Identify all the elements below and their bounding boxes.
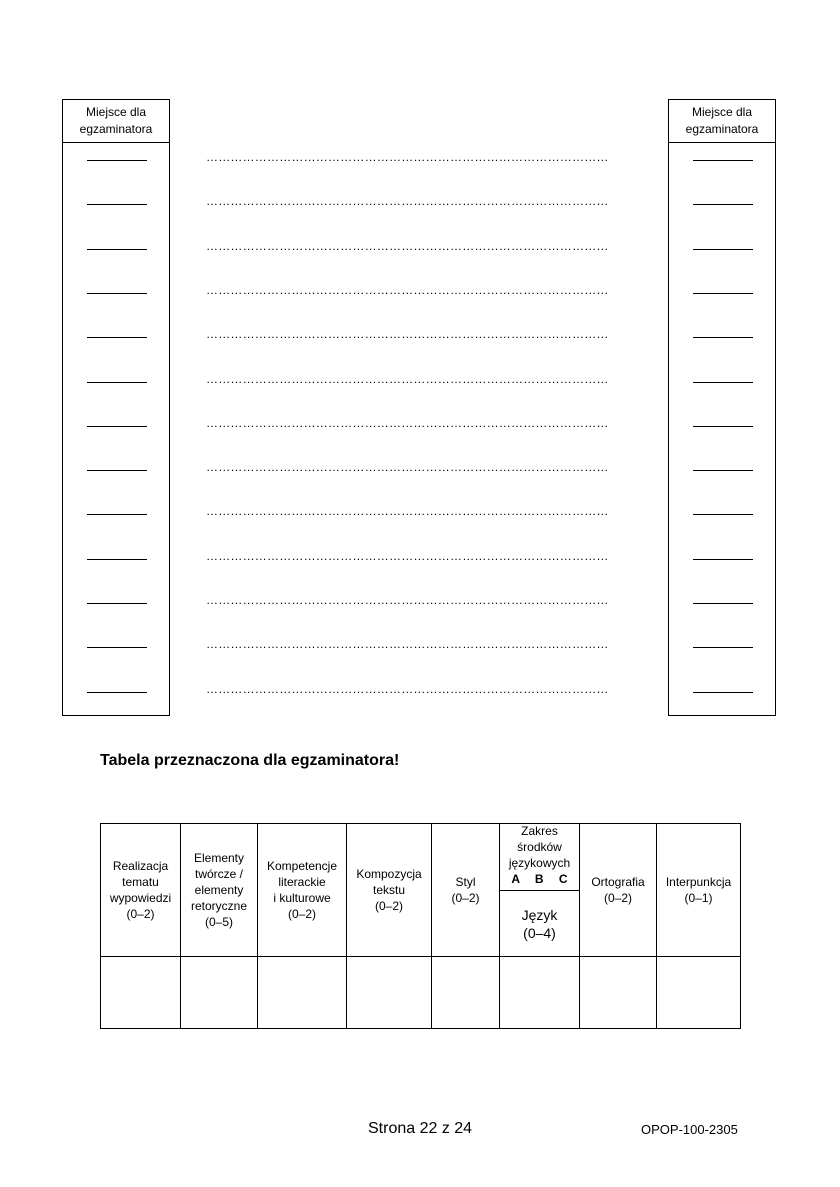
examiner-label-left: Miejsce dla egzaminatora xyxy=(79,105,153,136)
score-line-right[interactable] xyxy=(693,293,753,294)
score-line-left[interactable] xyxy=(87,204,147,205)
answer-line[interactable]: ……………………………………………………………………………………… xyxy=(206,327,609,342)
score-cell-interpunkcja[interactable] xyxy=(657,957,741,1029)
examiner-box-left-label xyxy=(63,100,169,143)
score-line-right[interactable] xyxy=(693,470,753,471)
examiner-box-left xyxy=(62,99,170,716)
score-cell-elementy[interactable] xyxy=(181,957,258,1029)
score-line-right[interactable] xyxy=(693,426,753,427)
score-line-right[interactable] xyxy=(693,559,753,560)
examiner-box-right xyxy=(668,99,776,716)
answer-line[interactable]: ……………………………………………………………………………………… xyxy=(206,460,609,475)
examiner-score-table xyxy=(100,823,741,1029)
score-line-left[interactable] xyxy=(87,603,147,604)
score-line-left[interactable] xyxy=(87,647,147,648)
score-line-right[interactable] xyxy=(693,249,753,250)
answer-line[interactable]: ……………………………………………………………………………………… xyxy=(206,415,609,430)
col-realizacja: Realizacja tematu wypowiedzi (0–2) xyxy=(101,824,181,957)
answer-line[interactable]: ……………………………………………………………………………………… xyxy=(206,593,609,607)
document-code: OPOP-100-2305 xyxy=(641,1122,738,1137)
answer-line[interactable]: ……………………………………………………………………………………… xyxy=(206,238,609,253)
col-interpunkcja: Interpunkcja (0–1) xyxy=(657,824,741,957)
col-elementy: Elementy twórcze / elementy retoryczne (0–5) xyxy=(181,824,258,957)
score-line-right[interactable] xyxy=(693,204,753,205)
score-cell-realizacja[interactable] xyxy=(101,957,181,1029)
score-cell-ortografia[interactable] xyxy=(580,957,657,1029)
score-line-right[interactable] xyxy=(693,160,753,161)
score-line-left[interactable] xyxy=(87,249,147,250)
score-line-left[interactable] xyxy=(87,337,147,338)
score-line-right[interactable] xyxy=(693,692,753,693)
score-line-left[interactable] xyxy=(87,160,147,161)
col-zakres xyxy=(500,824,580,957)
score-line-left[interactable] xyxy=(87,470,147,471)
zakres-label: Zakres środków językowych xyxy=(508,824,571,870)
col-kompetencje: Kompetencje literackie i kulturowe (0–2) xyxy=(258,824,347,957)
score-cell-styl[interactable] xyxy=(432,957,500,1029)
score-line-right[interactable] xyxy=(693,647,753,648)
col-kompozycja: Kompozycja tekstu (0–2) xyxy=(347,824,432,957)
score-line-left[interactable] xyxy=(87,382,147,383)
page-number: Strona 22 z 24 xyxy=(368,1120,473,1137)
answer-line[interactable]: ……………………………………………………………………………………… xyxy=(206,504,609,519)
score-cell-kompetencje[interactable] xyxy=(258,957,347,1029)
score-line-right[interactable] xyxy=(693,514,753,515)
score-cell-jezyk[interactable] xyxy=(500,957,580,1029)
examiner-box-right-label xyxy=(669,100,775,143)
score-cell-kompozycja[interactable] xyxy=(347,957,432,1029)
zakres-abc: A B C xyxy=(511,872,568,886)
score-line-left[interactable] xyxy=(87,293,147,294)
score-line-right[interactable] xyxy=(693,603,753,604)
answer-line[interactable]: ……………………………………………………………………………………… xyxy=(206,150,609,164)
score-line-left[interactable] xyxy=(87,692,147,693)
score-line-left[interactable] xyxy=(87,426,147,427)
answer-line[interactable]: ……………………………………………………………………………………… xyxy=(206,371,609,386)
answer-line[interactable]: ……………………………………………………………………………………… xyxy=(206,548,609,563)
answer-line[interactable]: ……………………………………………………………………………………… xyxy=(206,637,609,652)
col-ortografia: Ortografia (0–2) xyxy=(580,824,657,957)
jezyk-label: Język (0–4) xyxy=(521,906,558,941)
col-styl: Styl (0–2) xyxy=(432,824,500,957)
answer-line[interactable]: ……………………………………………………………………………………… xyxy=(206,194,609,209)
examiner-label-right: Miejsce dla egzaminatora xyxy=(685,105,759,136)
answer-line[interactable]: ……………………………………………………………………………………… xyxy=(206,282,609,297)
score-line-right[interactable] xyxy=(693,382,753,383)
score-line-left[interactable] xyxy=(87,559,147,560)
score-line-right[interactable] xyxy=(693,337,753,338)
score-line-left[interactable] xyxy=(87,514,147,515)
answer-line[interactable]: ……………………………………………………………………………………… xyxy=(206,681,609,696)
examiner-table-heading: Tabela przeznaczona dla egzaminatora! xyxy=(100,752,400,769)
